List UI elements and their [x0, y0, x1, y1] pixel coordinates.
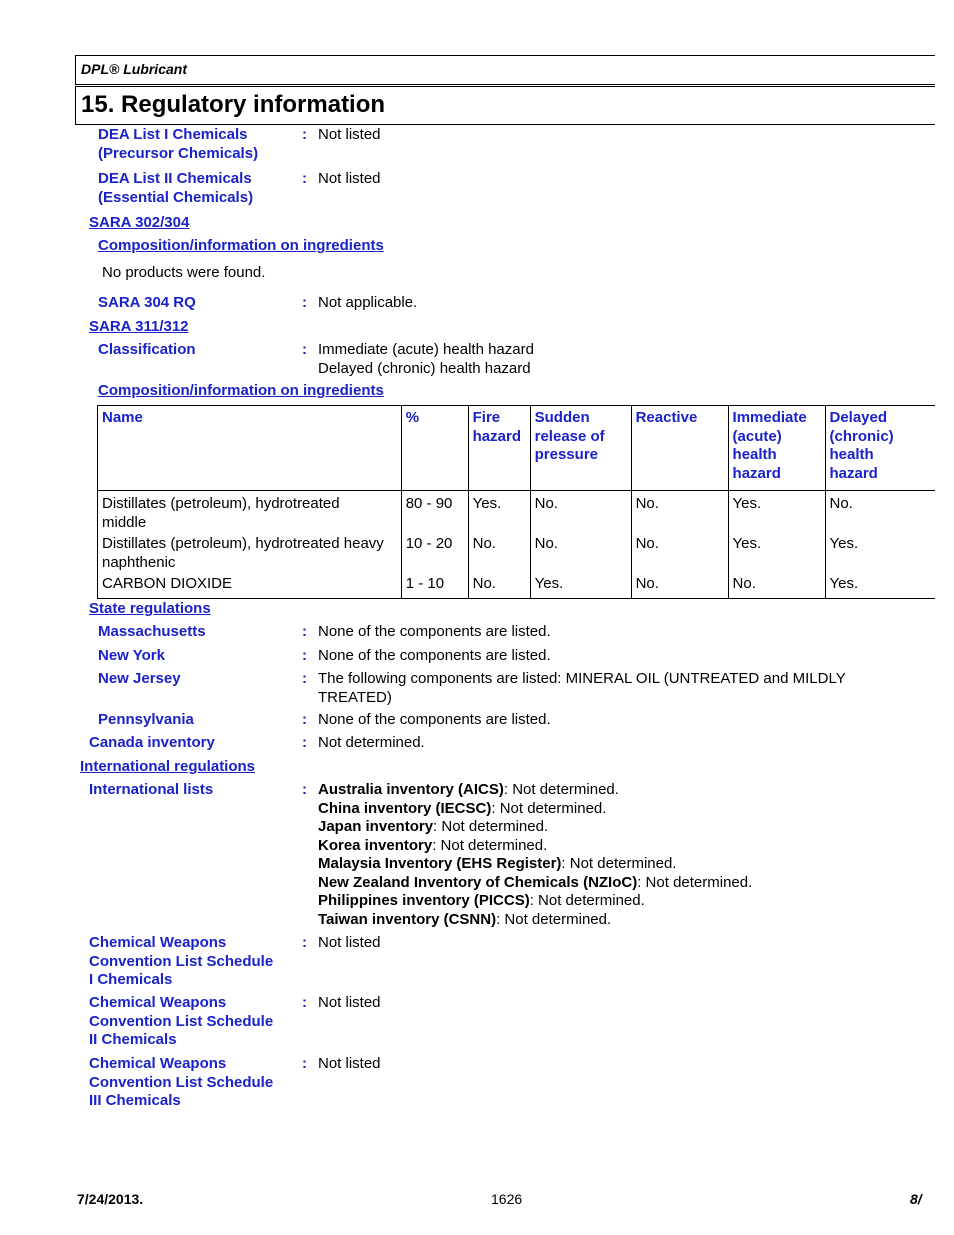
sara-304-rq-label: SARA 304 RQ — [98, 294, 196, 311]
canada-inventory-label: Canada inventory — [89, 734, 215, 751]
label-line: II Chemicals — [89, 1031, 177, 1048]
cell-sudden: Yes. — [530, 572, 631, 599]
inventory-name: Malaysia Inventory (EHS Register) — [318, 855, 562, 872]
header-text: (chronic) — [829, 427, 894, 445]
inventory-name: Australia inventory (AICS) — [318, 781, 504, 798]
header-text: % — [405, 409, 420, 426]
inventory-item — [318, 837, 752, 856]
label-line: III Chemicals — [89, 1092, 181, 1109]
inventory-value: : Not determined. — [496, 910, 612, 928]
inventory-value: : Not determined. — [503, 781, 619, 798]
international-lists — [318, 781, 752, 929]
sara-311-heading[interactable]: SARA 311/312 — [89, 318, 189, 335]
canada-inventory-value: Not determined. — [318, 734, 425, 751]
inventory-item — [318, 781, 752, 800]
colon: : — [302, 781, 307, 798]
colon: : — [302, 994, 307, 1011]
footer-code: 1626 — [491, 1191, 523, 1207]
section-header — [75, 86, 935, 125]
cell-name — [98, 532, 402, 572]
header-text: health — [732, 446, 777, 463]
cell-percent: 80 - 90 — [401, 491, 468, 533]
dea-list-2-label — [98, 170, 253, 207]
new-jersey-label: New Jersey — [98, 670, 181, 687]
inventory-value: : Not determined. — [491, 799, 607, 817]
header-text: hazard — [732, 464, 781, 482]
column-header-name — [98, 406, 402, 491]
cell-reactive: No. — [631, 532, 728, 572]
inventory-name: Taiwan inventory (CSNN) — [318, 910, 497, 928]
dea-list-1-label-line1: DEA List I Chemicals — [98, 126, 248, 143]
name-line: naphthenic — [102, 553, 176, 571]
classification-values — [318, 341, 534, 378]
cell-immediate: Yes. — [728, 532, 825, 572]
new-york-label: New York — [98, 647, 165, 664]
cwc-schedule-1-value: Not listed — [318, 934, 381, 951]
sara-311-composition-heading[interactable]: Composition/information on ingredients — [98, 382, 384, 399]
colon: : — [302, 711, 307, 728]
name-line: middle — [102, 513, 147, 531]
column-header-reactive — [631, 406, 728, 491]
dea-list-1-value: Not listed — [318, 126, 381, 143]
state-regulations-heading[interactable]: State regulations — [89, 600, 211, 617]
no-products-text: No products were found. — [102, 264, 266, 281]
international-lists-label: International lists — [89, 781, 214, 798]
classification-label: Classification — [98, 341, 196, 358]
cwc-schedule-1-label — [89, 934, 273, 990]
cell-percent: 10 - 20 — [401, 532, 468, 572]
inventory-item — [318, 800, 752, 819]
column-header-delayed — [825, 406, 935, 491]
cell-sudden: No. — [530, 491, 631, 533]
header-text: release of — [534, 427, 605, 445]
pennsylvania-label: Pennsylvania — [98, 711, 194, 728]
header-text: Name — [102, 409, 143, 426]
label-line: Chemical Weapons — [89, 1055, 227, 1072]
label-line: Chemical Weapons — [89, 934, 227, 951]
label-line: Convention List Schedule — [89, 952, 274, 970]
dea-list-2-label-line1: DEA List II Chemicals — [98, 170, 252, 187]
colon: : — [302, 647, 307, 664]
column-header-percent — [401, 406, 468, 491]
inventory-name: Korea inventory — [318, 836, 433, 854]
table-row — [98, 572, 936, 599]
cell-reactive: No. — [631, 572, 728, 599]
cell-delayed: Yes. — [825, 572, 935, 599]
colon: : — [302, 341, 307, 358]
new-jersey-value-line: The following components are listed: MINERAL OIL (UNTREATED and MILDLY — [318, 670, 846, 687]
label-line: Chemical Weapons — [89, 994, 227, 1011]
column-header-sudden-release — [530, 406, 631, 491]
pennsylvania-value: None of the components are listed. — [318, 711, 551, 728]
dea-list-1-label — [98, 126, 258, 163]
dea-list-2-label-line2: (Essential Chemicals) — [98, 188, 254, 206]
cwc-schedule-2-value: Not listed — [318, 994, 381, 1011]
massachusetts-value: None of the components are listed. — [318, 623, 551, 640]
inventory-name: Japan inventory — [318, 818, 434, 835]
cwc-schedule-3-label — [89, 1055, 273, 1111]
new-york-value: None of the components are listed. — [318, 647, 551, 664]
inventory-name: New Zealand Inventory of Chemicals (NZIoC) — [318, 873, 638, 891]
inventory-item — [318, 911, 752, 930]
cell-name — [98, 491, 402, 533]
inventory-value: : Not determined. — [561, 855, 677, 872]
inventory-item — [318, 818, 752, 837]
document-header — [75, 55, 935, 85]
dea-list-1-label-line2: (Precursor Chemicals) — [98, 144, 259, 162]
header-text: Sudden — [534, 409, 590, 426]
column-header-fire-hazard — [468, 406, 530, 491]
cell-fire: No. — [468, 532, 530, 572]
header-text: Fire — [472, 409, 501, 426]
colon: : — [302, 126, 307, 143]
new-jersey-value — [318, 670, 846, 707]
table-row — [98, 532, 936, 572]
inventory-value: : Not determined. — [529, 892, 645, 909]
sara-302-composition-heading[interactable]: Composition/information on ingredients — [98, 237, 384, 254]
footer-page: 8/ — [910, 1191, 922, 1207]
footer-date: 7/24/2013. — [77, 1191, 144, 1207]
header-text: (acute) — [732, 427, 782, 445]
cell-immediate: No. — [728, 572, 825, 599]
table-header-row — [98, 406, 936, 491]
inventory-value: : Not determined. — [433, 818, 549, 835]
sara-302-heading[interactable]: SARA 302/304 — [89, 214, 190, 231]
cwc-schedule-3-value: Not listed — [318, 1055, 381, 1072]
cell-delayed: Yes. — [825, 532, 935, 572]
colon: : — [302, 1055, 307, 1072]
label-line: I Chemicals — [89, 971, 173, 988]
international-regulations-heading[interactable]: International regulations — [80, 758, 256, 775]
inventory-name: China inventory (IECSC) — [318, 799, 492, 817]
classification-value: Delayed (chronic) health hazard — [318, 359, 531, 377]
colon: : — [302, 934, 307, 951]
header-text: hazard — [472, 427, 521, 445]
header-text: Immediate — [732, 409, 807, 426]
cell-fire: Yes. — [468, 491, 530, 533]
cell-percent: 1 - 10 — [401, 572, 468, 599]
new-jersey-value-line: TREATED) — [318, 688, 392, 706]
cwc-schedule-2-label — [89, 994, 273, 1050]
name-line: Distillates (petroleum), hydrotreated heavy — [102, 535, 384, 552]
header-text: hazard — [829, 464, 878, 482]
cell-reactive: No. — [631, 491, 728, 533]
composition-table — [97, 405, 935, 599]
inventory-item — [318, 855, 752, 874]
column-header-immediate — [728, 406, 825, 491]
inventory-item — [318, 892, 752, 911]
inventory-value: : Not determined. — [432, 836, 548, 854]
cell-sudden: No. — [530, 532, 631, 572]
colon: : — [302, 670, 307, 687]
sara-304-rq-value: Not applicable. — [318, 294, 418, 311]
cell-name: CARBON DIOXIDE — [102, 575, 233, 592]
massachusetts-label: Massachusetts — [98, 623, 206, 640]
name-line: Distillates (petroleum), hydrotreated — [102, 495, 340, 512]
header-text: health — [829, 446, 874, 463]
dea-list-2-value: Not listed — [318, 170, 381, 187]
table-row — [98, 491, 936, 533]
cell-fire: No. — [468, 572, 530, 599]
inventory-item — [318, 874, 752, 893]
header-text: Delayed — [829, 409, 888, 426]
header-text: Reactive — [635, 409, 698, 426]
label-line: Convention List Schedule — [89, 1073, 274, 1091]
colon: : — [302, 623, 307, 640]
inventory-name: Philippines inventory (PICCS) — [318, 892, 530, 909]
product-name: DPL® Lubricant — [81, 61, 187, 77]
section-title: 15. Regulatory information — [81, 91, 386, 118]
classification-value: Immediate (acute) health hazard — [318, 341, 534, 358]
header-text: pressure — [534, 446, 598, 463]
cell-immediate: Yes. — [728, 491, 825, 533]
colon: : — [302, 294, 307, 311]
colon: : — [302, 170, 307, 187]
cell-delayed: No. — [825, 491, 935, 533]
label-line: Convention List Schedule — [89, 1012, 274, 1030]
colon: : — [302, 734, 307, 751]
inventory-value: : Not determined. — [637, 873, 753, 891]
